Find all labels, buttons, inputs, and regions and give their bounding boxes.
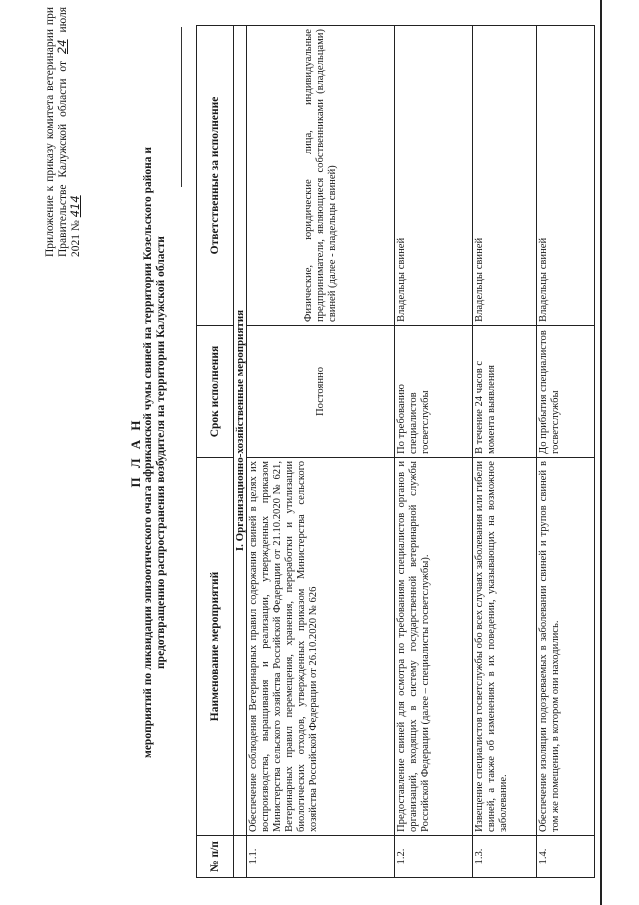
row-name: Обеспечение изоляции подозреваемых в заболевании свиней и трупов свиней в том же помещении, в котором они находились. bbox=[537, 458, 595, 836]
decorative-rule bbox=[181, 27, 182, 187]
row-name: Предоставление свиней для осмотра по требованиям специалистов органов и организаций, входящих в систему государственной ветеринарной службы Российской Федерации (далее – специалисты госветслужбы). bbox=[395, 458, 473, 836]
table-row bbox=[247, 26, 395, 878]
row-term: В течение 24 часов с момента выявления bbox=[473, 326, 537, 458]
page-edge-line bbox=[600, 0, 602, 905]
row-resp: Владельцы свиней bbox=[395, 26, 473, 326]
table-row bbox=[395, 26, 473, 878]
row-num: 1.2. bbox=[395, 836, 473, 878]
appendix-order-number: 414 bbox=[68, 195, 82, 218]
appendix-date-day: 24 bbox=[55, 39, 69, 55]
table-row bbox=[473, 26, 537, 878]
document-subtitle bbox=[142, 60, 168, 845]
row-num: 1.1. bbox=[247, 836, 395, 878]
header-resp: Ответственные за исполнение bbox=[197, 26, 234, 326]
row-term: По требованию специалистов госветслужбы bbox=[395, 326, 473, 458]
row-term: До прибытия специалистов госветслужбы bbox=[537, 326, 595, 458]
table-row bbox=[537, 26, 595, 878]
appendix-line-2: ветеринарии при Правительстве bbox=[44, 7, 69, 257]
row-name: Обеспечение соблюдения Ветеринарных правил содержания свиней в целях их воспроизводства, выращивания и реализации, утвержденных приказом Министерства сельского хозяйства Российской Федерации от 21.10.2020 № 621, Ветеринарных правил перемещения, хранения, переработки и утилизации биологических отходов, утвержденных приказом Министерства сельского хозяйства Российской Федерации от 26.10.2020 № 626 bbox=[247, 458, 395, 836]
header-num: № п/п bbox=[197, 836, 234, 878]
row-resp: Владельцы свиней bbox=[473, 26, 537, 326]
subtitle-line-2: предотвращению распространения возбудителя на территории Калужской области bbox=[155, 236, 167, 669]
header-term: Срок исполнения bbox=[197, 326, 234, 458]
appendix-note bbox=[44, 7, 82, 257]
section-num-cell bbox=[234, 836, 247, 878]
appendix-line-1: Приложение к приказу комитета bbox=[44, 94, 56, 257]
subtitle-line-1: мероприятий по ликвидации эпизоотического очага африканской чумы свиней на территории Козельского района и bbox=[142, 147, 154, 758]
appendix-line-3-middle: июля 2021 № bbox=[57, 6, 82, 257]
plan-table bbox=[196, 25, 595, 878]
row-num: 1.3. bbox=[473, 836, 537, 878]
section-title: I. Организационно-хозяйственные мероприятия bbox=[234, 26, 247, 836]
document-title: П Л А Н bbox=[128, 417, 143, 488]
row-resp: Физические, юридические лица, индивидуальные предприниматели, являющиеся собственниками (владельцами) свиней (далее - владельцы свиней) bbox=[247, 26, 395, 326]
row-name: Извещение специалистов госветслужбы обо всех случаях заболевания или гибели свиней, а также об изменениях в их поведении, указывающих на возможное заболевание. bbox=[473, 458, 537, 836]
appendix-line-3-prefix: Калужской области от bbox=[57, 60, 69, 178]
section-row bbox=[234, 26, 247, 878]
row-term: Постоянно bbox=[247, 326, 395, 458]
row-num: 1.4. bbox=[537, 836, 595, 878]
header-name: Наименование мероприятий bbox=[197, 458, 234, 836]
table-header-row bbox=[197, 26, 234, 878]
row-resp: Владельцы свиней bbox=[537, 26, 595, 326]
